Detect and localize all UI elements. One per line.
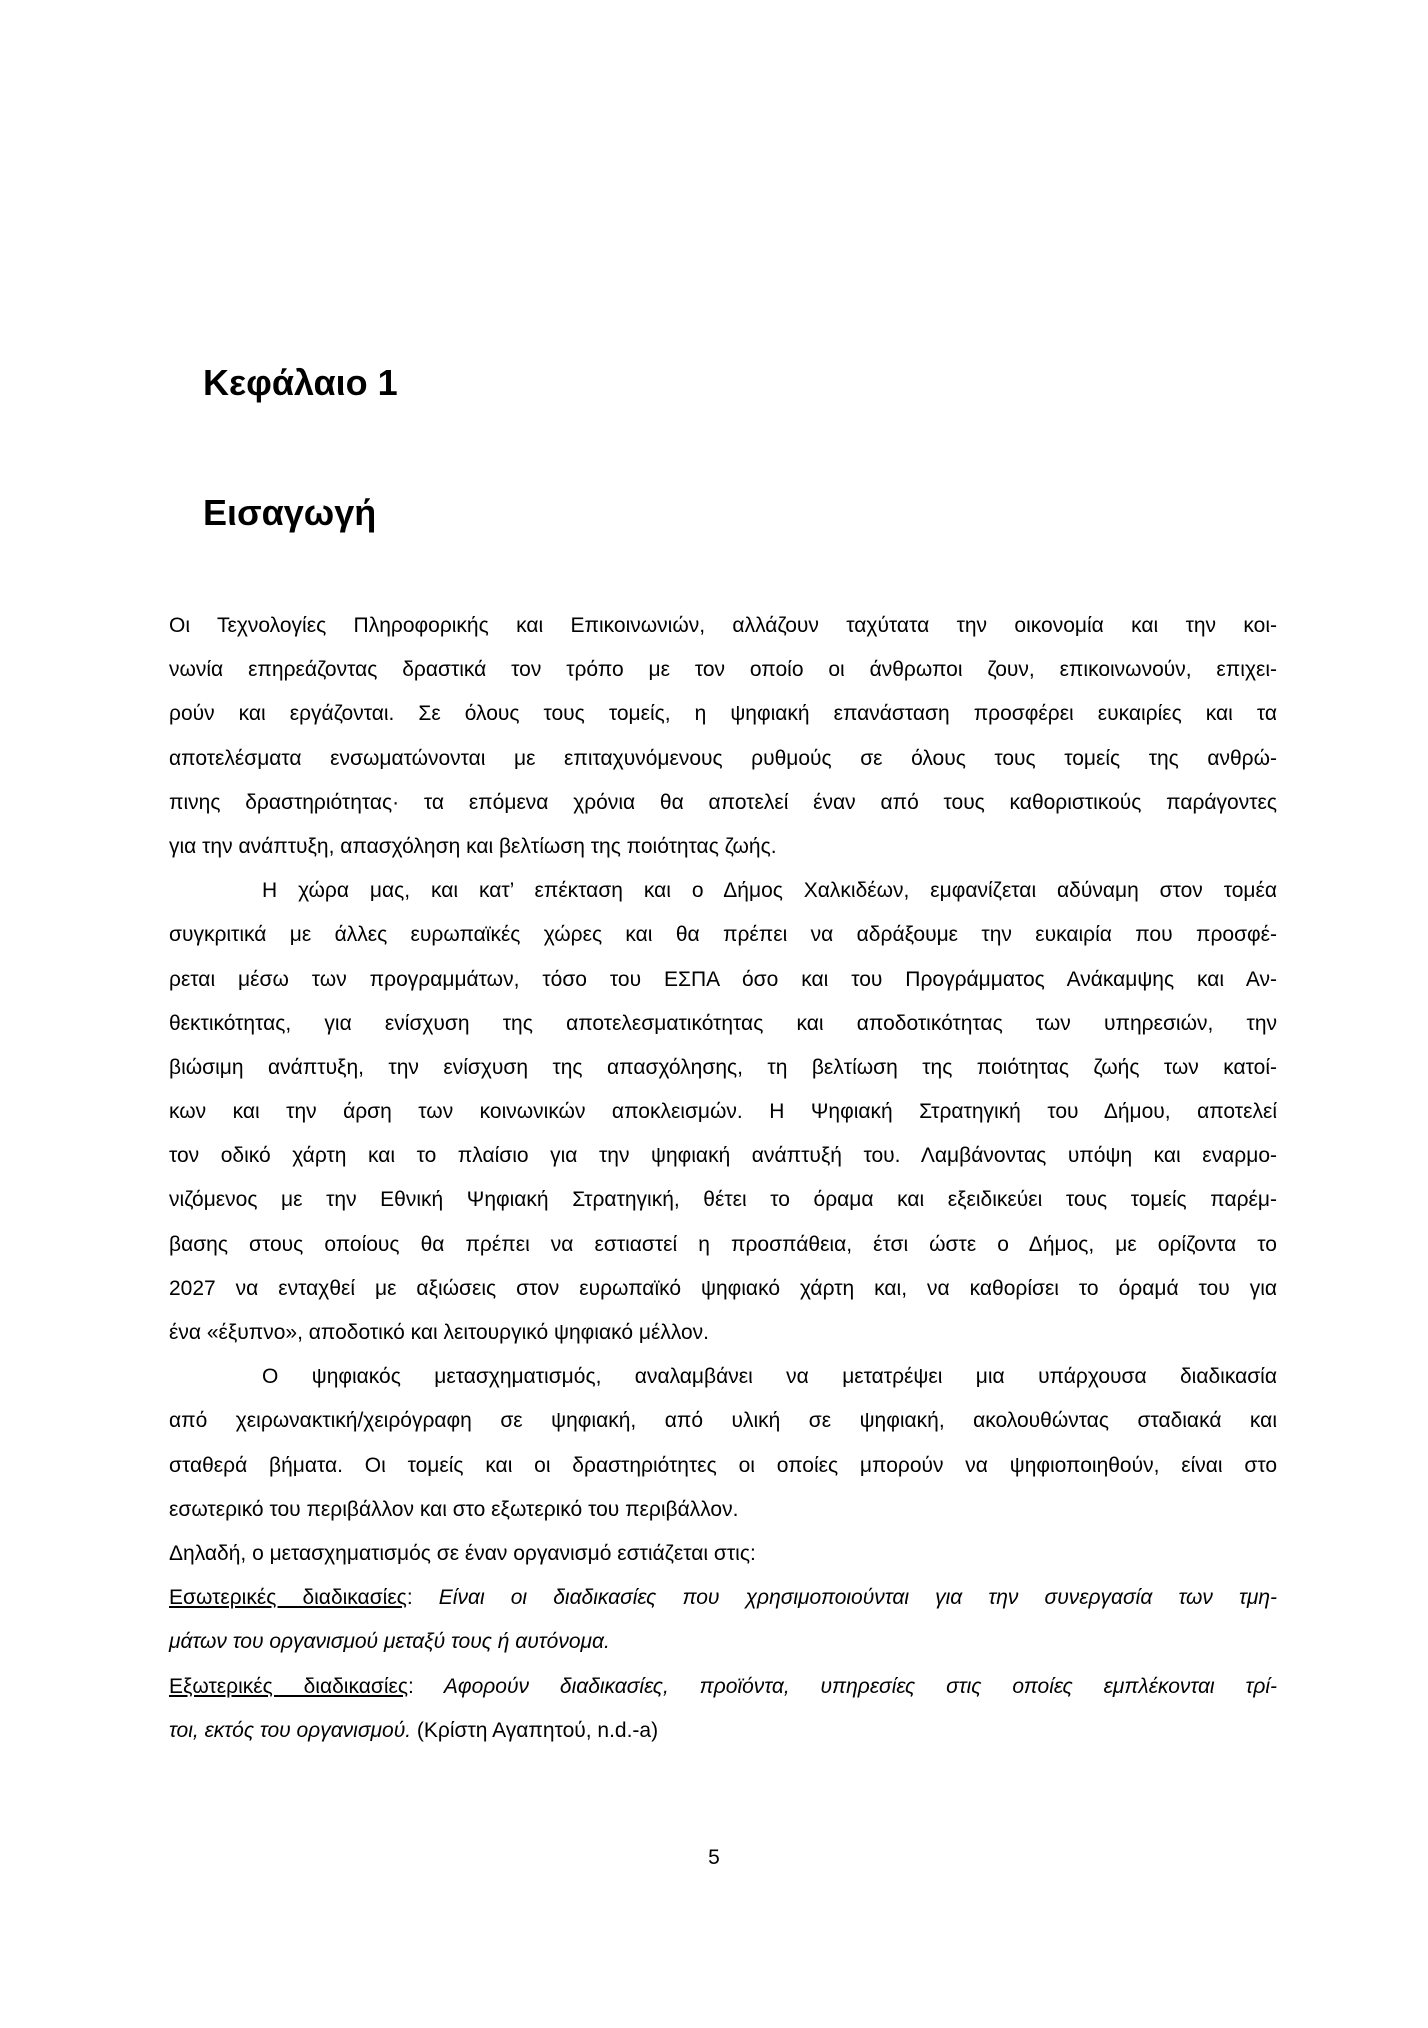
external-processes-term: Εξωτερικές διαδικασίες xyxy=(169,1674,408,1698)
text-line xyxy=(169,1665,1277,1709)
term-colon: : xyxy=(407,1674,414,1698)
text-line: συγκριτικά με άλλες ευρωπαϊκές χώρες και θα πρέπει να αδράξουμε την ευκαιρία που προσφέ- xyxy=(169,923,1277,947)
page-number: 5 xyxy=(708,1846,720,1869)
internal-processes-term: Εσωτερικές διαδικασίες xyxy=(169,1586,407,1610)
citation: (Κρίστη Αγαπητού, n.d.-a) xyxy=(411,1718,659,1742)
text-line: για την ανάπτυξη, απασχόληση και βελτίωση της ποιότητας ζωής. xyxy=(169,834,777,858)
external-processes-definition: Αφορούν διαδικασίες, προϊόντα, υπηρεσίες στις οποίες εμπλέκονται τρί- xyxy=(413,1674,1278,1698)
text-line: σταθερά βήματα. Οι τομείς και οι δραστηριότητες οι οποίες μπορούν να ψηφιοποιηθούν, είναι στο xyxy=(169,1453,1277,1477)
external-processes-definition-end: τοι, εκτός του οργανισμού. xyxy=(169,1718,412,1742)
text-line: Η χώρα μας, και κατ’ επέκταση και ο Δήμος Χαλκιδέων, εμφανίζεται αδύναμη στον τομέα xyxy=(262,879,1277,903)
text-line: νιζόμενος με την Εθνική Ψηφιακή Στρατηγική, θέτει το όραμα και εξειδικεύει τους τομείς παρέμ- xyxy=(169,1188,1277,1212)
text-line: πινης δραστηριότητας· τα επόμενα χρόνια θα αποτελεί έναν από τους καθοριστικούς παράγοντες xyxy=(169,790,1277,814)
text-line: θεκτικότητας, για ενίσχυση της αποτελεσματικότητας και αποδοτικότητας των υπηρεσιών, την xyxy=(169,1011,1277,1035)
paragraph-1 xyxy=(169,604,1277,869)
text-line: από χειρωνακτική/χειρόγραφη σε ψηφιακή, από υλική σε ψηφιακή, ακολουθώντας σταδιακά και xyxy=(169,1409,1277,1433)
text-line: βασης στους οποίους θα πρέπει να εστιαστεί η προσπάθεια, έτσι ώστε ο Δήμος, με ορίζοντα το xyxy=(169,1232,1277,1256)
intro-line: Δηλαδή, ο μετασχηματισμός σε έναν οργανισμό εστιάζεται στις: xyxy=(169,1541,756,1565)
text-line: αποτελέσματα ενσωματώνονται με επιταχυνόμενους ρυθμούς σε όλους τους τομείς της ανθρώ- xyxy=(169,746,1277,770)
text-line: ρούν και εργάζονται. Σε όλους τους τομείς, η ψηφιακή επανάσταση προσφέρει ευκαιρίες και τα xyxy=(169,702,1277,726)
text-line: βιώσιμη ανάπτυξη, την ενίσχυση της απασχόλησης, τη βελτίωση της ποιότητας ζωής των κατοί- xyxy=(169,1055,1277,1079)
text-line: Οι Τεχνολογίες Πληροφορικής και Επικοινωνιών, αλλάζουν ταχύτατα την οικονομία και την κοι- xyxy=(169,614,1277,637)
text-line: μάτων του οργανισμού μεταξύ τους ή αυτόνομα. xyxy=(169,1630,610,1654)
section-title: Εισαγωγή xyxy=(203,492,377,533)
external-processes xyxy=(169,1665,1277,1753)
text-line xyxy=(169,1576,1277,1620)
chapter-title: Κεφάλαιο 1 xyxy=(203,362,398,403)
text-line: ένα «έξυπνο», αποδοτικό και λειτουργικό ψηφιακό μέλλον. xyxy=(169,1321,710,1344)
term-colon: : xyxy=(406,1586,413,1610)
paragraph-3 xyxy=(169,1355,1277,1532)
text-line: ρεται μέσω των προγραμμάτων, τόσο του ΕΣΠΑ όσο και του Προγράμματος Ανάκαμψης και Αν- xyxy=(169,967,1277,991)
text-line: 2027 να ενταχθεί με αξιώσεις στον ευρωπαϊκό ψηφιακό χάρτη και, να καθορίσει το όραμά του για xyxy=(169,1276,1277,1300)
text-line: νωνία επηρεάζοντας δραστικά τον τρόπο με τον οποίο οι άνθρωποι ζουν, επικοινωνούν, επιχει- xyxy=(169,658,1277,682)
body-text xyxy=(169,604,1277,1753)
internal-processes-definition: Είναι οι διαδικασίες που χρησιμοποιούνται για την συνεργασία των τμη- xyxy=(412,1586,1278,1610)
text-line: κων και την άρση των κοινωνικών αποκλεισμών. Η Ψηφιακή Στρατηγική του Δήμου, αποτελεί xyxy=(169,1100,1277,1124)
internal-processes xyxy=(169,1576,1277,1664)
text-line: τον οδικό χάρτη και το πλαίσιο για την ψηφιακή ανάπτυξή του. Λαμβάνοντας υπόψη και εναρμο- xyxy=(169,1144,1277,1168)
text-line: Ο ψηφιακός μετασχηματισμός, αναλαμβάνει να μετατρέψει μια υπάρχουσα διαδικασία xyxy=(262,1365,1277,1389)
text-line: εσωτερικό του περιβάλλον και στο εξωτερικό του περιβάλλον. xyxy=(169,1497,739,1521)
paragraph-2 xyxy=(169,869,1277,1355)
text-line xyxy=(169,1709,1277,1753)
